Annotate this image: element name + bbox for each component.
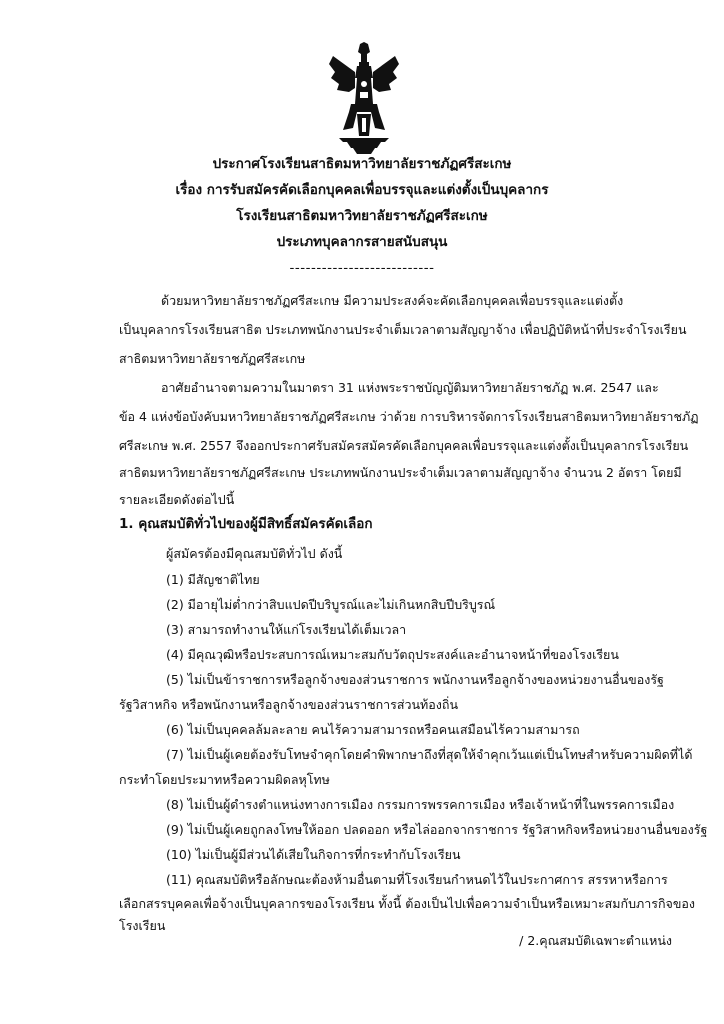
list-item-continuation: กระทำโดยประมาทหรือความผิดลหุโทษ xyxy=(119,772,330,787)
school-name: โรงเรียนสาธิตมหาวิทยาลัยราชภัฏศรีสะเกษ xyxy=(236,208,488,224)
paragraph-line: ศรีสะเกษ พ.ศ. 2557 จึงออกประกาศรับสมัครสมัครคัดเลือกบุคคลเพื่อบรรจุและแต่งตั้งเป็นบุคลากรโรงเรียน xyxy=(119,438,689,453)
paragraph-line: ด้วยมหาวิทยาลัยราชภัฏศรีสะเกษ มีความประสงค์จะคัดเลือกบุคคลเพื่อบรรจุและแต่งตั้ง xyxy=(161,293,624,308)
paragraph-line: สาธิตมหาวิทยาลัยราชภัฏศรีสะเกษ ประเภทพนักงานประจำเต็มเวลาตามสัญญาจ้าง จำนวน 2 อัตรา โดยมี xyxy=(119,465,682,480)
announcement-subject: เรื่อง การรับสมัครคัดเลือกบุคคลเพื่อบรรจุและแต่งตั้งเป็นบุคลากร xyxy=(175,182,549,198)
list-item: (9) ไม่เป็นผู้เคยถูกลงโทษให้ออก ปลดออก หรือไล่ออกจากราชการ รัฐวิสาหกิจหรือหน่วยงานอื่นของรัฐ xyxy=(166,822,708,837)
list-item: (5) ไม่เป็นข้าราชการหรือลูกจ้างของส่วนราชการ พนักงานหรือลูกจ้างของหน่วยงานอื่นของรัฐ xyxy=(166,672,664,687)
paragraph-line: อาศัยอำนาจตามความในมาตรา 31 แห่งพระราชบัญญัติมหาวิทยาลัยราชภัฏ พ.ศ. 2547 และ xyxy=(161,380,659,395)
title-divider: --------------------------- xyxy=(289,260,435,276)
list-item: (7) ไม่เป็นผู้เคยต้องรับโทษจำคุกโดยคำพิพากษาถึงที่สุดให้จำคุกเว้นแต่เป็นโทษสำหรับความผิดที่ได้ xyxy=(166,747,693,762)
list-item: (1) มีสัญชาติไทย xyxy=(166,572,260,587)
list-item-continuation: เลือกสรรบุคคลเพื่อจ้างเป็นบุคลากรของโรงเรียน ทั้งนี้ ต้องเป็นไปเพื่อความจำเป็นหรือเหมาะสมกับภารกิจของ xyxy=(119,896,696,911)
list-item: (11) คุณสมบัติหรือลักษณะต้องห้ามอื่นตามที่โรงเรียนกำหนดไว้ในประกาศการ สรรหาหรือการ xyxy=(166,872,668,887)
section-1-heading: 1. คุณสมบัติทั่วไปของผู้มีสิทธิ์สมัครคัดเลือก xyxy=(119,516,373,532)
paragraph-line: สาธิตมหาวิทยาลัยราชภัฏศรีสะเกษ xyxy=(119,351,306,366)
list-item: (8) ไม่เป็นผู้ดำรงตำแหน่งทางการเมือง กรรมการพรรคการเมือง หรือเจ้าหน้าที่ในพรรคการเมือง xyxy=(166,797,675,812)
announcement-title: ประกาศโรงเรียนสาธิตมหาวิทยาลัยราชภัฏศรีสะเกษ xyxy=(212,156,512,172)
paragraph-line: ข้อ 4 แห่งข้อบังคับมหาวิทยาลัยราชภัฏศรีสะเกษ ว่าด้วย การบริหารจัดการโรงเรียนสาธิตมหาวิทยาลัยราชภัฏ xyxy=(119,409,699,424)
list-item: (6) ไม่เป็นบุคคลล้มละลาย คนไร้ความสามารถหรือคนเสมือนไร้ความสามารถ xyxy=(166,722,580,737)
list-item: (3) สามารถทำงานให้แก่โรงเรียนได้เต็มเวลา xyxy=(166,622,407,637)
list-item: (2) มีอายุไม่ต่ำกว่าสิบแปดปีบริบูรณ์และไม่เกินหกสิบปีบริบูรณ์ xyxy=(166,597,496,612)
garuda-emblem-icon xyxy=(327,42,401,154)
personnel-type: ประเภทบุคลากรสายสนับสนุน xyxy=(276,234,448,250)
list-item-continuation: รัฐวิสาหกิจ หรือพนักงานหรือลูกจ้างของส่วนราชการส่วนท้องถิ่น xyxy=(119,697,459,712)
list-item-continuation: โรงเรียน xyxy=(119,918,166,933)
section-1-intro: ผู้สมัครต้องมีคุณสมบัติทั่วไป ดังนี้ xyxy=(166,546,343,561)
list-item: (4) มีคุณวุฒิหรือประสบการณ์เหมาะสมกับวัตถุประสงค์และอำนาจหน้าที่ของโรงเรียน xyxy=(166,647,619,662)
paragraph-line: เป็นบุคลากรโรงเรียนสาธิต ประเภทพนักงานประจำเต็มเวลาตามสัญญาจ้าง เพื่อปฏิบัติหน้าที่ประจำโรงเรียน xyxy=(119,322,687,337)
next-page-continuation: / 2.คุณสมบัติเฉพาะตำแหน่ง xyxy=(519,933,672,948)
list-item: (10) ไม่เป็นผู้มีส่วนได้เสียในกิจการที่กระทำกับโรงเรียน xyxy=(166,847,461,862)
paragraph-line: รายละเอียดดังต่อไปนี้ xyxy=(119,492,235,507)
